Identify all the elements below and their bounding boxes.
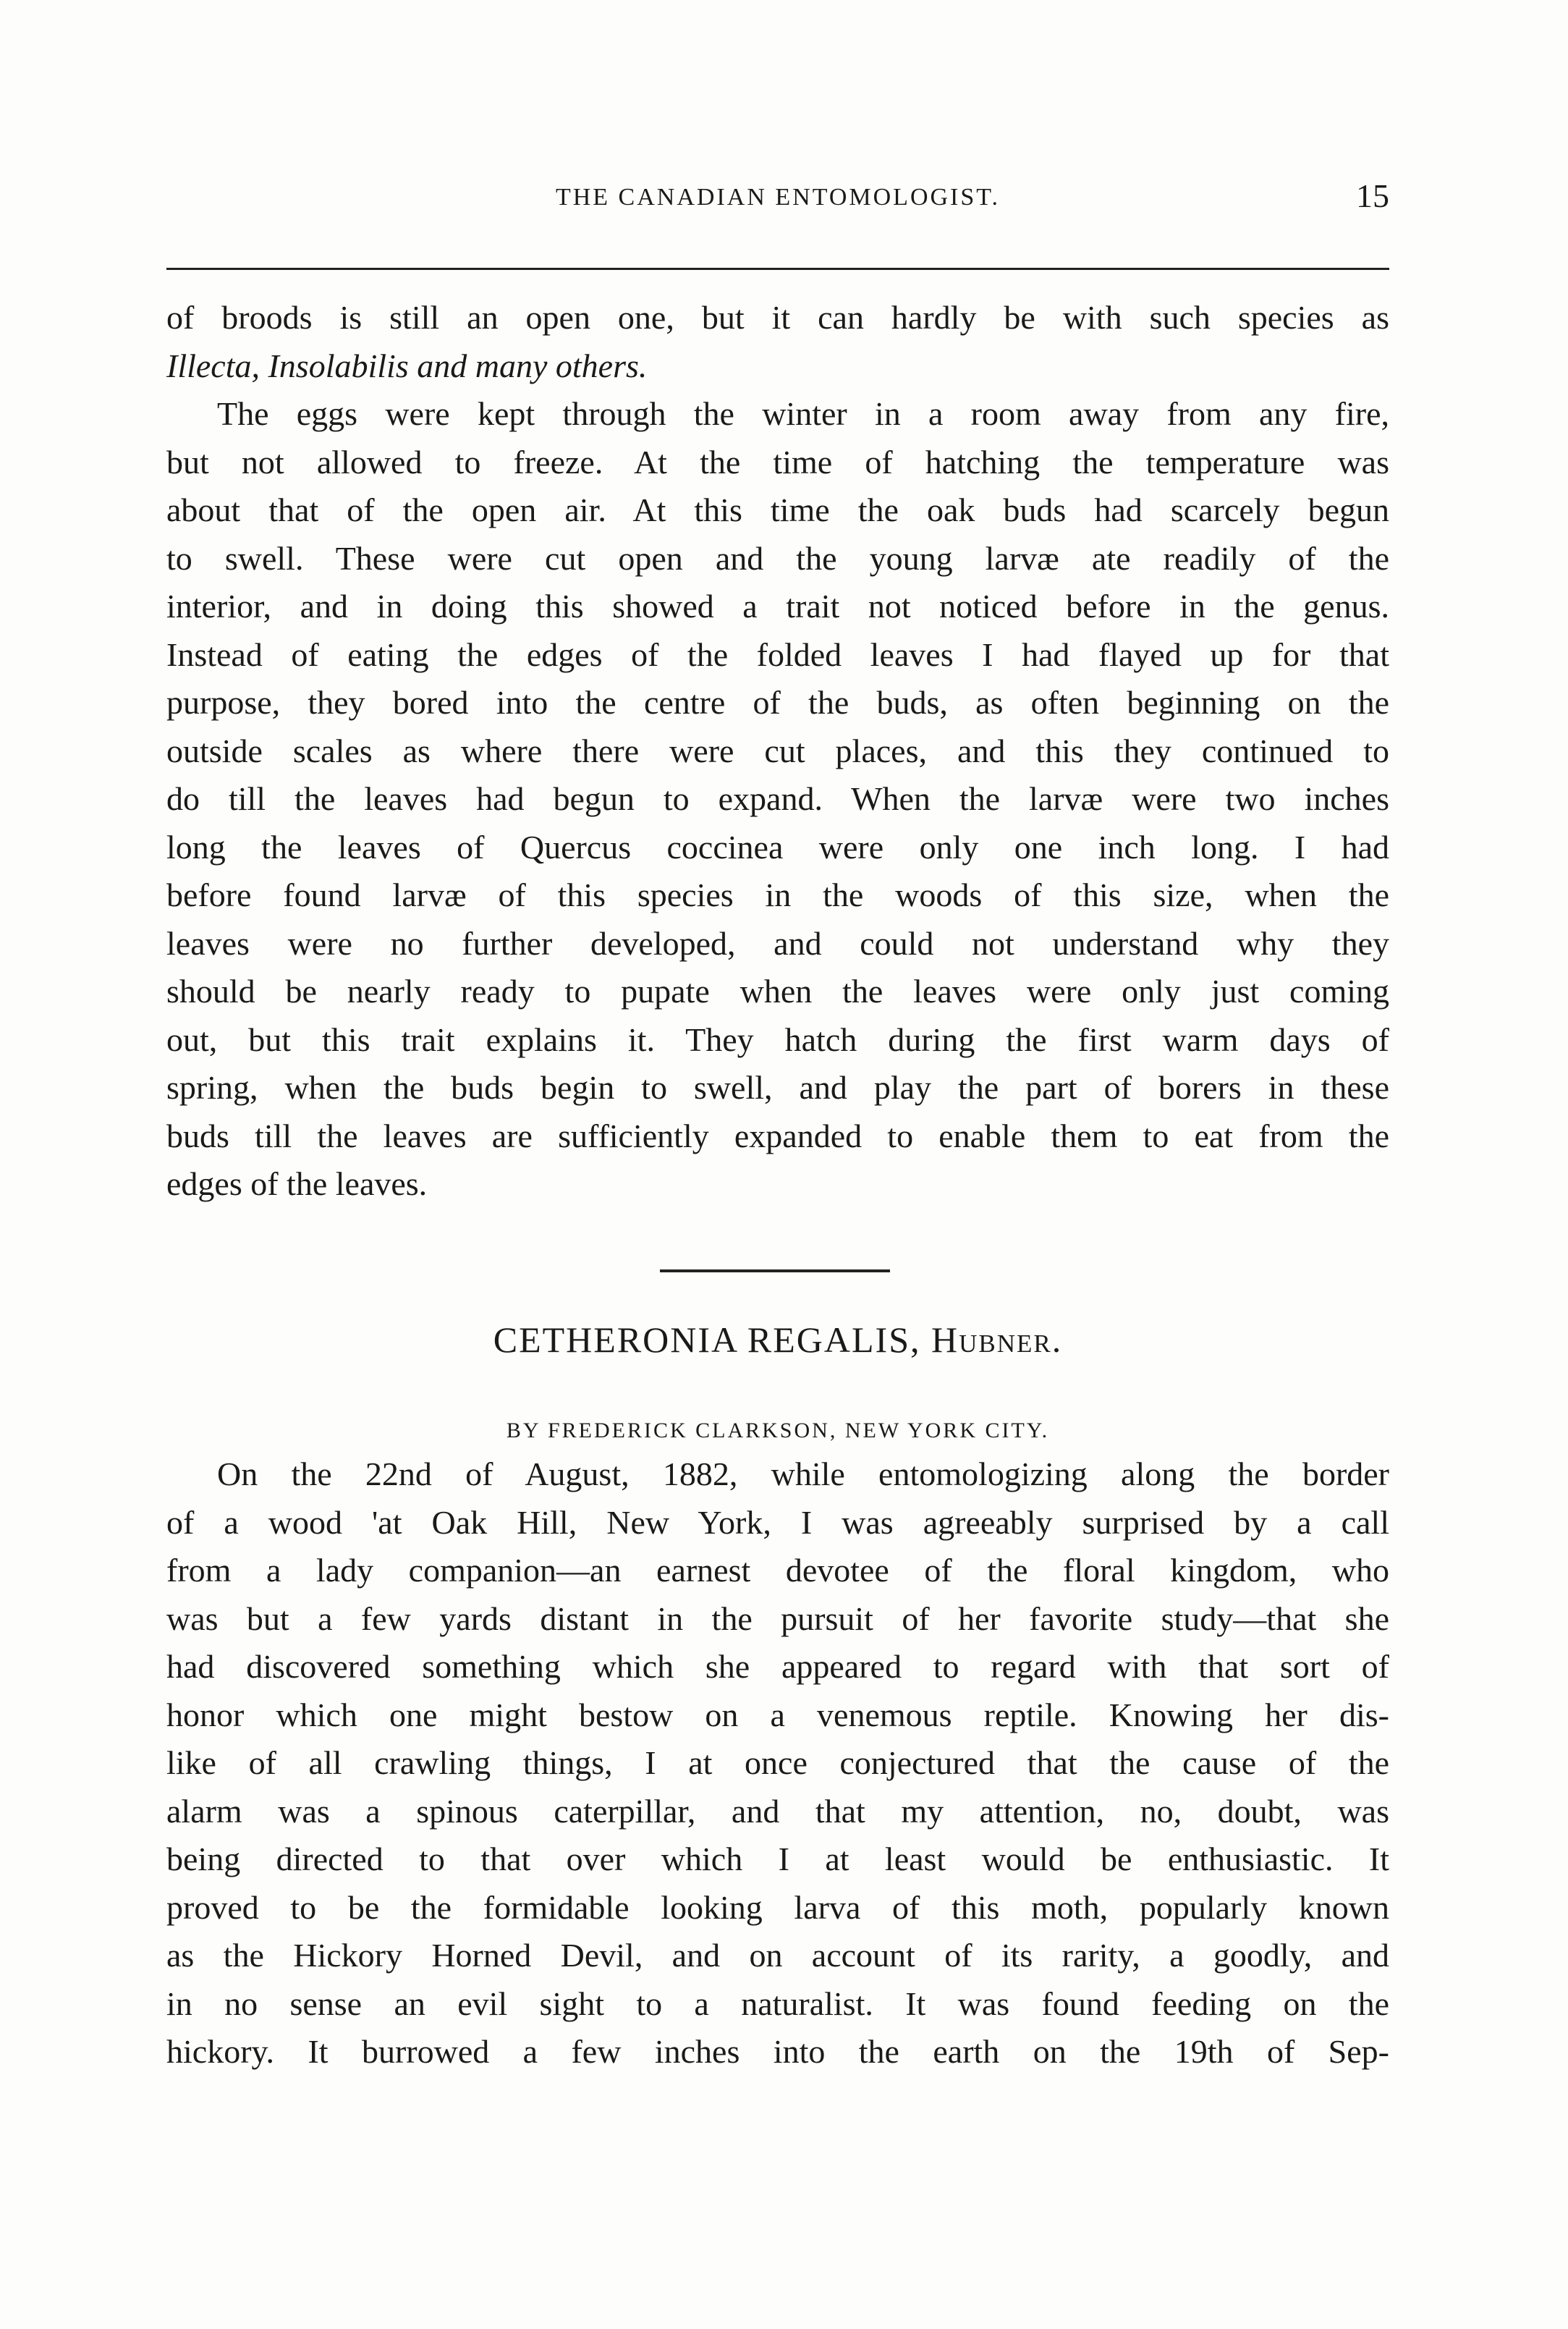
text-line: of broods is still an open one, but it can hardly be with such species as xyxy=(166,299,1389,336)
text-line: spring, when the buds begin to swell, and play the part of borers in these xyxy=(166,1069,1389,1106)
text-line xyxy=(166,342,1389,391)
text-line: interior, and in doing this showed a trait not noticed before in the genus. xyxy=(166,588,1389,625)
text-line: leaves were no further developed, and could not understand why they xyxy=(166,924,1389,962)
text-line-species-names: Illecta, Insolabilis and many others. xyxy=(166,347,648,384)
article-body xyxy=(166,1450,1389,2076)
text-line: out, but this trait explains it. They hatch during the first warm days of xyxy=(166,1020,1389,1058)
text-line: but not allowed to freeze. At the time of hatching the temperature was xyxy=(166,443,1389,481)
running-head xyxy=(166,177,1389,227)
text-line: honor which one might bestow on a venemous reptile. Knowing her dis- xyxy=(166,1696,1389,1733)
text-line: do till the leaves had begun to expand. When the larvæ were two inches xyxy=(166,780,1389,817)
text-line: to swell. These were cut open and the young larvæ ate readily of the xyxy=(166,539,1389,577)
text-line: about that of the open air. At this time the oak buds had scarcely begun xyxy=(166,491,1389,528)
text-line: in no sense an evil sight to a naturalist. It was found feeding on the xyxy=(166,1984,1389,2022)
text-line: hickory. It burrowed a few inches into the earth on the 19th of Sep- xyxy=(166,2033,1389,2070)
header-rule xyxy=(166,268,1389,270)
text-line: proved to be the formidable looking larva of this moth, popularly known xyxy=(166,1888,1389,1926)
text-line: alarm was a spinous caterpillar, and that my attention, no, doubt, was xyxy=(166,1792,1389,1830)
text-line: should be nearly ready to pupate when the leaves were only just coming xyxy=(166,973,1389,1010)
page-number: 15 xyxy=(1356,177,1389,214)
text-line: had discovered something which she appeared to regard with that sort of xyxy=(166,1648,1389,1685)
article-title xyxy=(166,1319,1389,1361)
text-line: The eggs were kept through the winter in a room away from any fire, xyxy=(217,395,1389,432)
text-line: On the 22nd of August, 1882, while entomologizing along the border xyxy=(217,1455,1389,1492)
text-line: like of all crawling things, I at once conjectured that the cause of the xyxy=(166,1744,1389,1781)
text-line: edges of the leaves. xyxy=(166,1165,428,1202)
text-line: outside scales as where there were cut places, and this they continued to xyxy=(166,732,1389,769)
text-line: buds till the leaves are sufficiently expanded to enable them to eat from the xyxy=(166,1117,1389,1154)
text-line: being directed to that over which I at least would be enthusiastic. It xyxy=(166,1840,1389,1877)
text-line: was but a few yards distant in the pursuit of her favorite study—that she xyxy=(166,1599,1389,1637)
text-line: of a wood 'at Oak Hill, New York, I was agreeably surprised by a call xyxy=(166,1503,1389,1541)
article-title-name: CETHERONIA REGALIS, xyxy=(493,1319,921,1360)
text-line: Instead of eating the edges of the folded leaves I had flayed up for that xyxy=(166,635,1389,673)
text-line: as the Hickory Horned Devil, and on account of its rarity, a goodly, and xyxy=(166,1937,1389,1974)
text-line: long the leaves of Quercus coccinea were only one inch long. I had xyxy=(166,828,1389,866)
article-title-authority: Hubner. xyxy=(931,1319,1063,1360)
text-line: before found larvæ of this species in the woods of this size, when the xyxy=(166,876,1389,913)
text-line: from a lady companion—an earnest devotee of the floral kingdom, who xyxy=(166,1552,1389,1589)
section-divider xyxy=(660,1269,890,1272)
continued-text xyxy=(166,294,1389,1209)
article-byline: BY FREDERICK CLARKSON, NEW YORK CITY. xyxy=(506,1419,1050,1442)
text-line: purpose, they bored into the centre of the buds, as often beginning on the xyxy=(166,684,1389,721)
running-title: THE CANADIAN ENTOMOLOGIST. xyxy=(555,184,1001,211)
